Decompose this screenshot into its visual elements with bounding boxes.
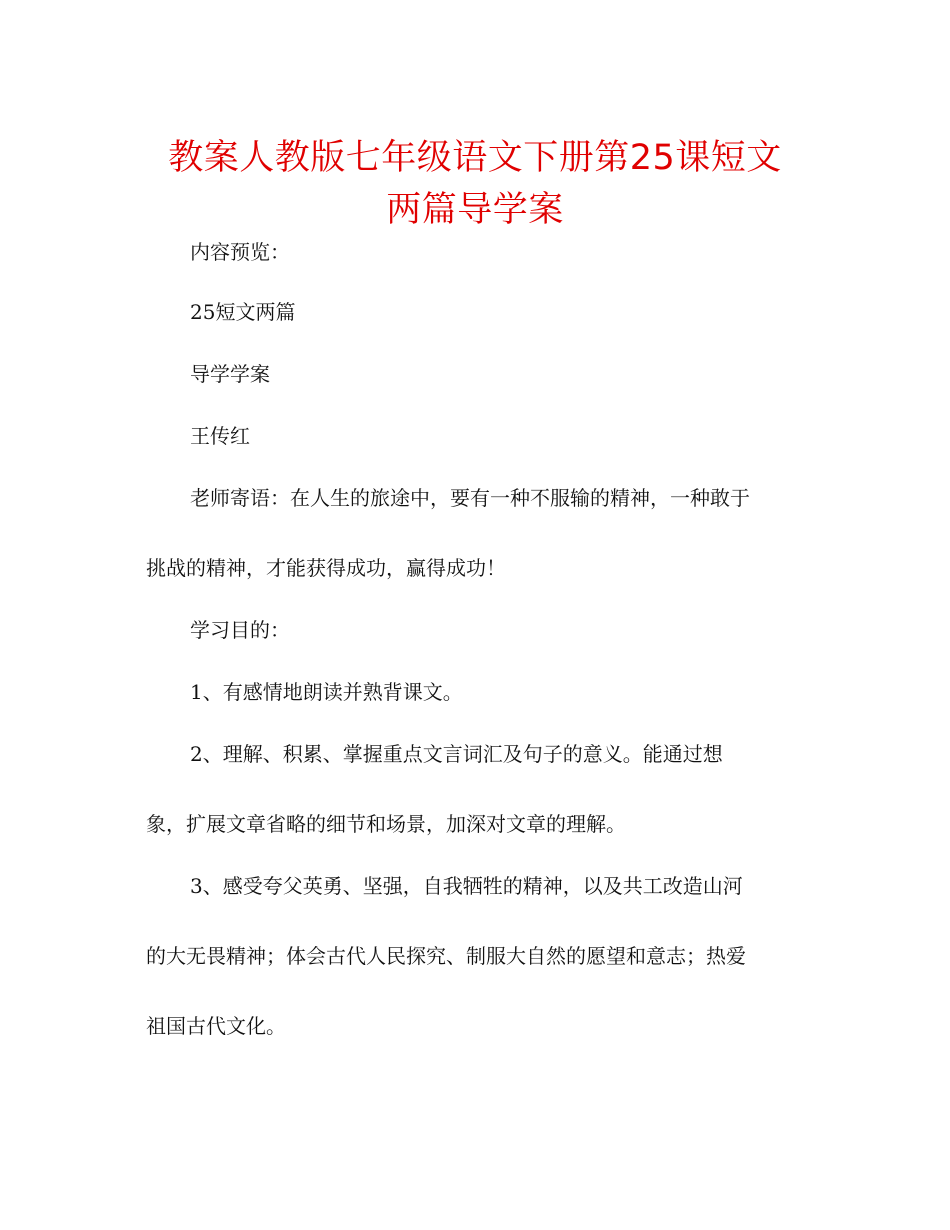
paragraph-guide-label: 导学学案 (190, 362, 270, 386)
paragraph-lesson-name: 25短文两篇 (190, 300, 296, 324)
paragraph-author: 王传红 (190, 424, 250, 448)
document-title-line-1: 教案人教版七年级语文下册第25课短文 (168, 138, 782, 178)
paragraph-teacher-message: 老师寄语：在人生的旅途中，要有一种不服输的精神，一种敢于 (190, 486, 750, 510)
paragraph-learning-goals: 学习目的： (190, 618, 290, 642)
paragraph-content-preview: 内容预览： (190, 240, 290, 264)
paragraph-goal-2-cont: 象，扩展文章省略的细节和场景，加深对文章的理解。 (146, 812, 626, 836)
document-title-line-2: 两篇导学案 (386, 190, 564, 230)
paragraph-teacher-message-cont: 挑战的精神，才能获得成功，赢得成功！ (146, 556, 506, 580)
paragraph-goal-3-cont: 的大无畏精神；体会古代人民探究、制服大自然的愿望和意志；热爱 (146, 944, 746, 968)
paragraph-goal-2: 2、理解、积累、掌握重点文言词汇及句子的意义。能通过想 (190, 742, 723, 766)
paragraph-goal-3-end: 祖国古代文化。 (146, 1014, 286, 1038)
paragraph-goal-1: 1、有感情地朗读并熟背课文。 (190, 680, 463, 704)
paragraph-goal-3: 3、感受夸父英勇、坚强，自我牺牲的精神，以及共工改造山河 (190, 874, 743, 898)
